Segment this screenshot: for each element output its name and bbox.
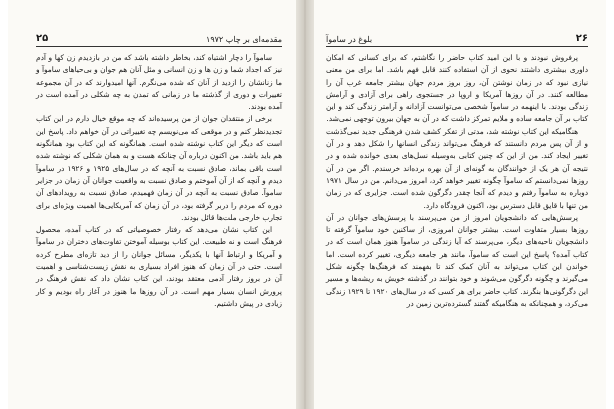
right-page bbox=[314, 0, 606, 409]
paragraph: سامو‌آ را دچار اشتباه کند، بخاطر داشته باشد که‌ من در بازدیدم زن کها و آدم نیز که اجداد شما و زن ها و زن انسانی و مثل آنان هم جوان و بی‌حیاهای سامو‌آ و ما زنانشان را ازدید از آنان که شده می‌نگرم. آنها امیدوارند که در آن مجموعه تغییرات و دوری از گذشته ما در زمانی که تمدن به چه شکلی در آمده است در آمده بودند. bbox=[36, 53, 282, 112]
book-gutter bbox=[296, 0, 314, 409]
paragraph: هنگامیکه این کتاب نوشته شد، مدتی از تفکر کشف شدن فرهنگی جدید نمی‌گذشت و از آن پس مردم دانستند که فرهنگ می‌تواند زندگی انسانها را شکل دهد و در آن تغییر ایجاد کند. من از این که چنین کتابی به‌وسیله نسل‌های بعدی خوانده شده و در نتیجه آن هر یک از خوانندگان به گونه‌ای از آن بهره برده‌اند خرسندم. اگر من در آن روزها نمی‌دانستم که سامو‌آ چگونه تغییر خواهد کرد، امروز می‌دانم. من در سال ۱۹۷۱ دوباره به سامو‌آ رفتم و دیدم که آنجا چقدر دگرگون شده است. جزایری که در زمان من تنها با قایق قابل دسترس بود، اکنون فرودگاه دارد. bbox=[326, 126, 588, 210]
running-head: بلوغ در سامو‌آ bbox=[326, 35, 373, 44]
paragraph: پرسش‌هایی که دانشجویان امروز از من می‌پرسند با پرسش‌های جوانان در آن روزها بسیار متفاوت است. بیشتر جوانان امروزی، از ساکنین خود سامو‌آ گرفته تا دانشجویان ناحیه‌های دیگر، می‌پرسند که آیا زندگی در سامو‌آ هنوز همان است که در کتاب آمده؟ پاسخ این است که سامو‌آ، مانند هر جامعه دیگری، تغییر کرده است. اما خواندن این کتاب می‌تواند به آنان کمک کند تا بفهمند که فرهنگ‌ها چگونه شکل می‌گیرند و چگونه دگرگون می‌شوند و خود بتوانند در گذشته خویش به ریشه‌ها و مسیر این دگرگونی‌ها بنگرند. کتاب حاضر برای هر کسی که در سال‌های ۱۹۲۰ تا ۱۹۲۹ زندگی می‌کرد، و همچنانکه به هنگامیکه گفتند گسترده‌ترین زمین در bbox=[326, 212, 588, 308]
running-head: مقدمه‌ای بر چاپ ۱۹۷۲ bbox=[206, 35, 282, 44]
paragraph: پرفروش نبودند و با این امید کتاب حاضر را نگاشتم، که برای کسانی که امکان داوری بیشتری داشتند نحوی از آن استفاده کنند قابل فهم باشد. اما برای من معنی نیازی نبود که در زمان نوشتن آن، روز بروز مردم جهان بیشتر جامعه غرب آن را مطالعه کنند. در آن روزها آمریکا و اروپا در جستجوی راهی برای آزادی و آرامش زندگی بودند. با اینهمه در سامو‌آ شخصی می‌توانست آزادانه و آرامتر زندگی کند و این کتاب بر آن جامعه ساده و ملایم تمرکز داشت که در آن به جهان بیرون توجهی نمی‌شد. bbox=[326, 53, 588, 124]
left-page bbox=[8, 0, 296, 409]
left-page-header bbox=[36, 30, 282, 44]
page-number: ۲۶ bbox=[575, 33, 588, 44]
paragraph: برخی از منتقدان جوان از من پرسیده‌اند که چه موقع خیال دارم در این کتاب تجدیدنظر کنم و در موقعی که می‌نویسم چه تغییراتی در آن خواهم داد. پاسخ این است که دیگر این کتاب نوشته شده است. همانگونه که این کتاب بود همانگونه هم باید باشد. من اکنون درباره آن چنانکه هست و به همان شکلی که نوشته شده است باقی بماند، صادق نسبت به آنچه که در سال‌های ۱۹۲۵ و ۱۹۲۶ در سامو‌آ دیدم و آنچه که از آن آموختم و صادق نسبت به واقعیت جوانان آن زمان در جزایر سامو‌آ. صادق نسبت به آنچه در آن زمان فهمیدم، صادق نسبت به رویدادهای آن دوره که مردم را دربر گرفته بود، در آن زمان که آمریکایی‌ها اهمیت ویژه‌ای برای تجارب خارجی ملت‌ها قائل بودند. bbox=[36, 114, 282, 222]
header-rule bbox=[36, 46, 282, 47]
header-rule bbox=[326, 46, 588, 47]
right-page-body bbox=[326, 52, 588, 310]
right-page-header bbox=[326, 30, 588, 44]
page-number: ۲۵ bbox=[36, 33, 49, 44]
left-page-body bbox=[36, 52, 282, 310]
paragraph: این کتاب نشان می‌دهد که رفتار خصوصیاتی که در کتاب آمده، محصول فرهنگ است و نه طبیعت. این کتاب بوسیله آموختن تفاوت‌های دختران در سامو‌آ و آمریکا و ارتباط آنها با یکدیگر، مسائل جوانان را از دید تازه‌ای مطرح کرده است. حتی در آن زمان که هنوز افراد بسیاری به نقش زیست‌شناسی و اهمیت آن در بروز رفتار آدمی معتقد بودند، این کتاب نشان داد که نقش فرهنگ در پرورش انسان بسیار مهم است. در آن روزها ما هنوز در آغاز راه بودیم و کار زیادی در پیش داشتیم. bbox=[36, 225, 282, 308]
